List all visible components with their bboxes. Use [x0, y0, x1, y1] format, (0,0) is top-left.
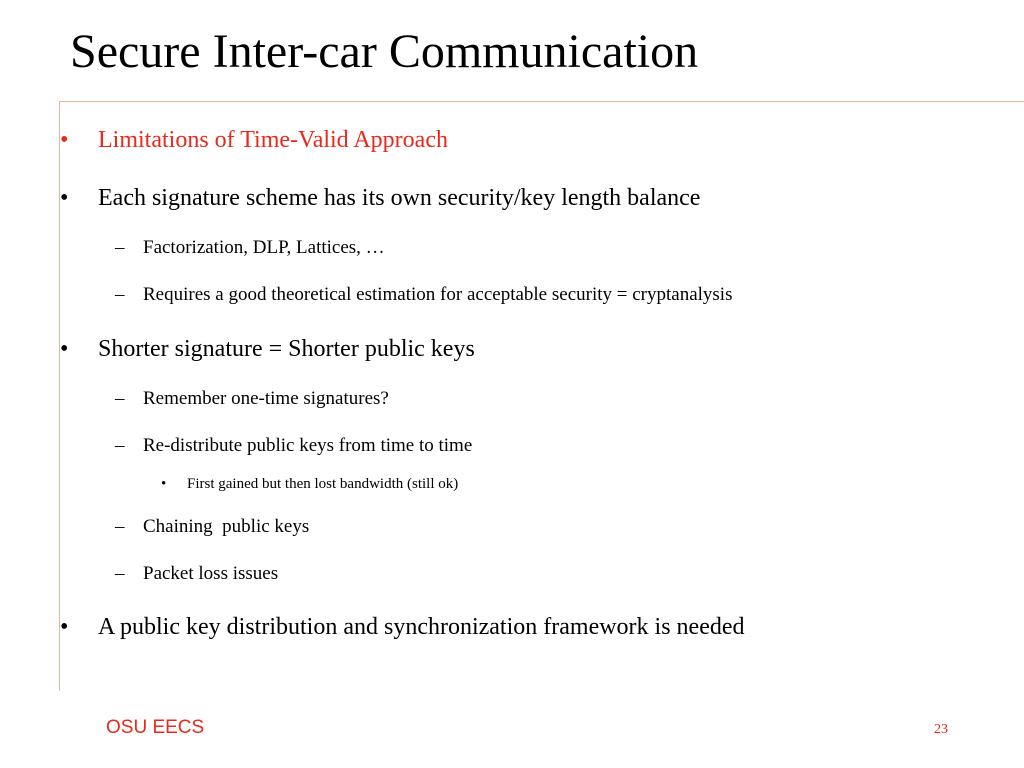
- sub-bullet-text: Remember one-time signatures?: [143, 388, 389, 409]
- slide-number: 23: [934, 722, 948, 737]
- slide-title: Secure Inter-car Communication: [70, 25, 699, 78]
- sub-bullet-text: Requires a good theoretical estimation for acceptable security = cryptanalysis: [143, 284, 733, 305]
- dash-marker: –: [115, 563, 125, 584]
- bullet-text: Shorter signature = Shorter public keys: [98, 336, 475, 362]
- dash-marker: –: [115, 388, 125, 409]
- footer-organization: OSU EECS: [106, 717, 205, 738]
- bullet-text: Each signature scheme has its own security/key length balance: [98, 185, 701, 211]
- bullet-marker: •: [60, 127, 69, 153]
- bullet-marker: •: [60, 336, 69, 362]
- sub-bullet-text: Packet loss issues: [143, 563, 279, 584]
- bullet-marker: •: [60, 614, 69, 640]
- bullet-text: Limitations of Time-Valid Approach: [98, 127, 448, 153]
- dash-marker: –: [115, 435, 125, 456]
- sub-bullet-text: Factorization, DLP, Lattices, …: [143, 237, 385, 258]
- sub-sub-bullet-text: First gained but then lost bandwidth (still ok): [187, 476, 459, 492]
- title-divider-line: [59, 101, 1024, 102]
- dash-marker: –: [115, 237, 125, 258]
- dash-marker: –: [115, 284, 125, 305]
- sub-bullet-text: Re-distribute public keys from time to time: [143, 435, 473, 456]
- dash-marker: –: [115, 516, 125, 537]
- bullet-marker: •: [60, 185, 69, 211]
- sub-bullet-text: Chaining public keys: [143, 516, 310, 537]
- bullet-text: A public key distribution and synchronization framework is needed: [98, 614, 745, 640]
- bullet-marker: •: [161, 476, 167, 492]
